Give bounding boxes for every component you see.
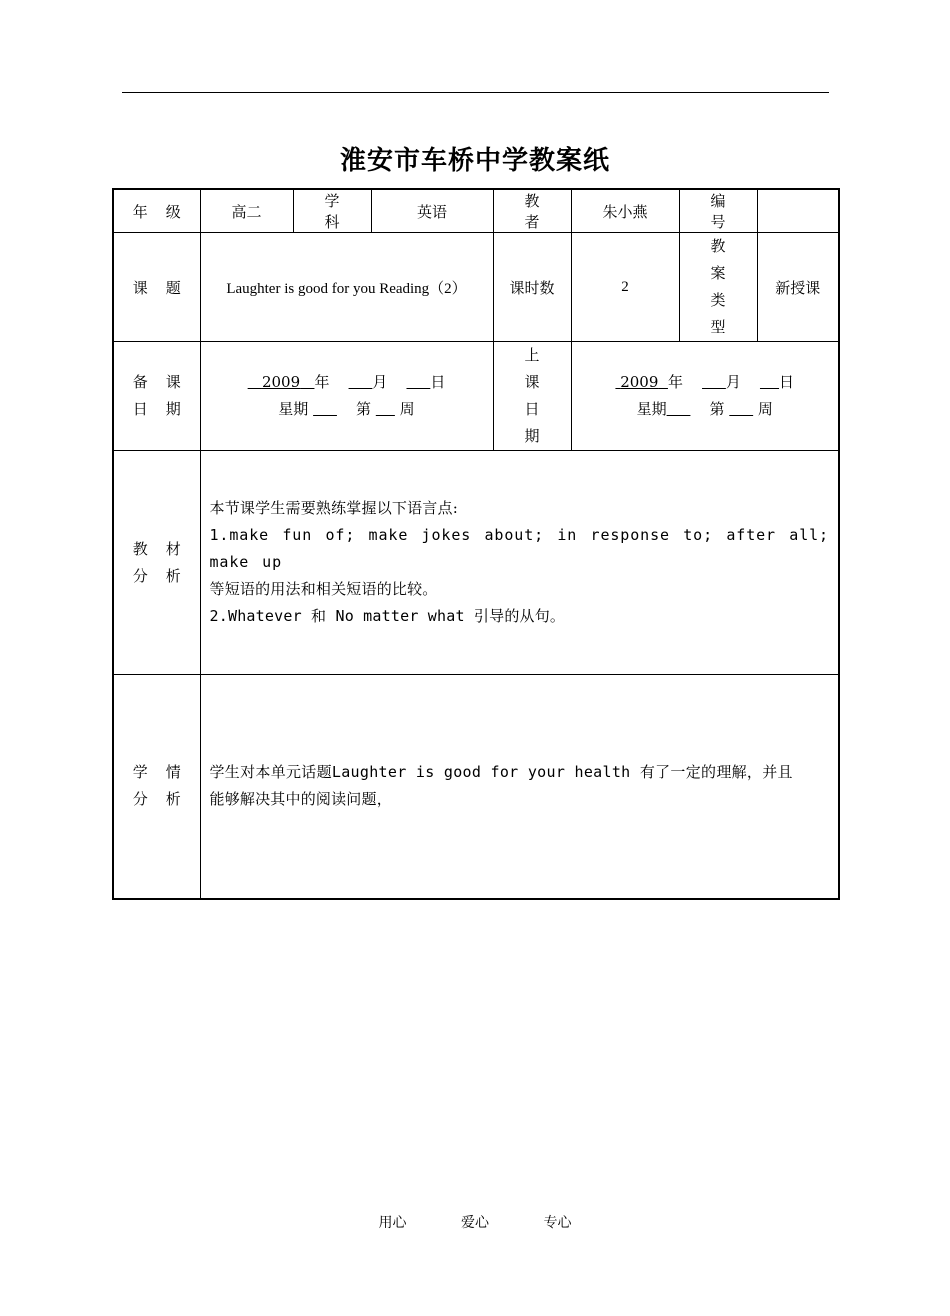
footer-slogan	[0, 1212, 950, 1232]
grade-label: 年级	[113, 189, 200, 233]
header-rule	[122, 92, 829, 93]
material-analysis-label	[113, 451, 200, 675]
footer-word: 用心	[378, 1215, 407, 1231]
material-line: 等短语的用法和相关短语的比较。	[209, 580, 438, 598]
student-analysis-content	[200, 675, 839, 899]
material-line: 1.make fun of; make jokes about; in response to; after all; make up	[209, 526, 829, 571]
prep-year-blank	[248, 373, 262, 391]
prep-date-label	[113, 342, 200, 451]
class-date-label	[493, 342, 571, 451]
plan-type-label	[679, 233, 757, 342]
class-date-label-line2: 日期	[524, 400, 558, 445]
student-analysis-label-line1: 学情	[132, 763, 199, 782]
hours-label: 课时数	[493, 233, 571, 342]
class-year: 2009	[620, 373, 659, 391]
prep-date-line2: 星期 第 周	[278, 400, 415, 418]
table-row	[113, 189, 839, 233]
subject-label: 学科	[293, 189, 371, 233]
class-date-line1: 2009 年 月 日	[620, 373, 795, 391]
class-date-label-line1: 上课	[524, 346, 558, 391]
student-line: 能够解决其中的阅读问题，	[209, 790, 392, 809]
footer-word: 爱心	[461, 1215, 489, 1231]
class-date-value	[571, 342, 839, 451]
page-title: 淮安市车桥中学教案纸	[339, 146, 610, 176]
prep-date-label-line1: 备课	[132, 373, 199, 391]
plan-type-label-line2: 类型	[710, 291, 744, 336]
material-line: 2.Whatever 和 No matter what 引导的从句。	[209, 607, 566, 625]
prep-date-value	[200, 342, 493, 451]
table-row	[113, 675, 839, 899]
table-row	[113, 451, 839, 675]
topic-value: Laughter is good for you Reading（2）	[200, 233, 493, 342]
teacher-value: 朱小燕	[571, 189, 679, 233]
prep-year: 2009	[261, 373, 301, 391]
hours-value: 2	[571, 233, 679, 342]
plan-type-value: 新授课	[757, 233, 839, 342]
table-row	[113, 233, 839, 342]
material-analysis-content	[200, 451, 839, 675]
lesson-plan-table	[112, 188, 840, 900]
footer-word: 专心	[543, 1215, 572, 1231]
prep-date-label-line2: 日期	[132, 400, 199, 418]
material-analysis-label-line2: 分析	[132, 566, 199, 585]
prep-date-line1: 2009 年 月 日	[201, 369, 493, 396]
material-line: 本节课学生需要熟练掌握以下语言点:	[209, 499, 458, 517]
student-line: 学生对本单元话题Laughter is good for your health 有了一定的理解，并且	[209, 763, 793, 782]
grade-value: 高二	[200, 189, 293, 233]
table-row	[113, 342, 839, 451]
number-label: 编号	[679, 189, 757, 233]
student-analysis-label	[113, 675, 200, 899]
class-date-line2: 星期 第 周	[636, 400, 773, 418]
plan-type-label-line1: 教案	[710, 237, 744, 282]
topic-label: 课题	[113, 233, 200, 342]
teacher-label: 教者	[493, 189, 571, 233]
subject-value: 英语	[371, 189, 493, 233]
material-analysis-label-line1: 教材	[132, 539, 199, 558]
student-analysis-label-line2: 分析	[132, 790, 199, 809]
number-value	[757, 189, 839, 233]
